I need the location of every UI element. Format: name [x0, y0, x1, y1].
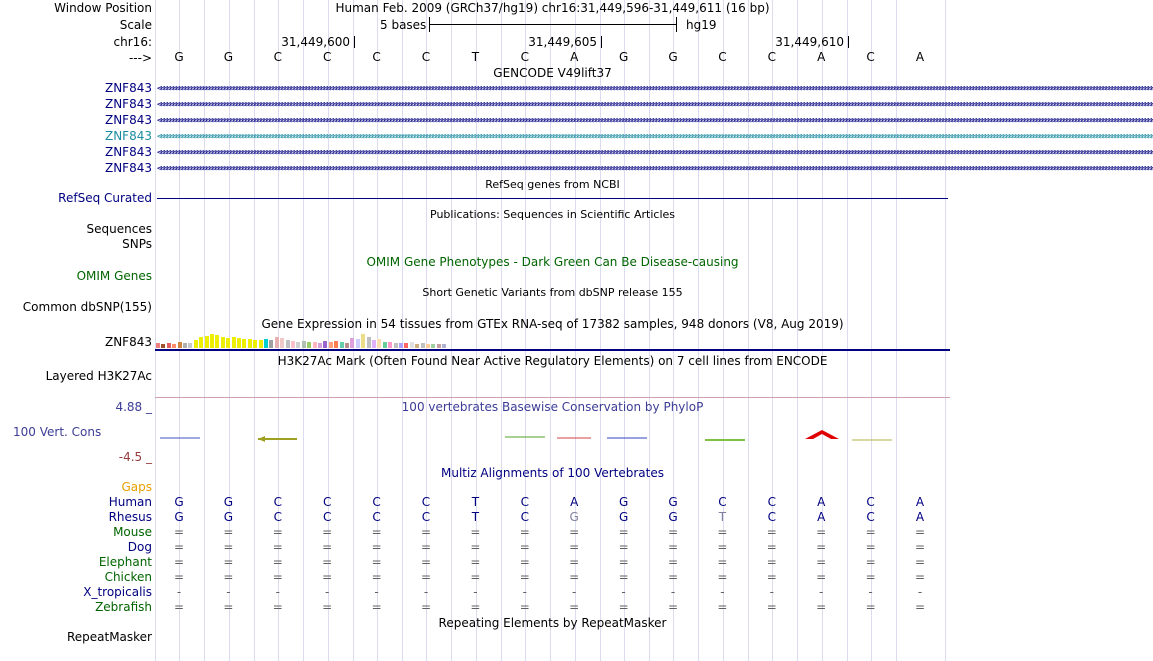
alignment-base: =	[223, 600, 234, 614]
scale-value: 5 bases	[380, 18, 427, 32]
alignment-base: =	[272, 555, 283, 569]
alignment-base: =	[816, 570, 827, 584]
alignment-base: G	[174, 495, 184, 509]
scale-label: Scale	[119, 18, 152, 32]
alignment-base: A	[570, 495, 579, 509]
alignment-base: =	[420, 525, 432, 539]
alignment-base: C	[718, 495, 727, 509]
refseq-gene-line[interactable]	[157, 198, 948, 199]
h3k27ac-divider	[155, 397, 950, 398]
alignment-base: C	[273, 495, 282, 509]
gtex-bar[interactable]	[188, 343, 192, 348]
alignment-base: =	[569, 525, 580, 539]
gtex-bar[interactable]	[183, 343, 187, 348]
alignment-base: =	[816, 525, 827, 539]
base: G	[618, 50, 629, 64]
tick-label: 31,449,610	[775, 35, 844, 49]
alignment-base: -	[572, 585, 577, 599]
gtex-bar[interactable]	[221, 337, 225, 348]
gtex-bar[interactable]	[226, 338, 230, 348]
gtex-track-title[interactable]: Gene Expression in 54 tissues from GTEx RNA-seq of 17382 samples, 948 donors (V8, Aug 2019)	[261, 317, 844, 331]
alignment-base: =	[420, 555, 432, 569]
alignment-base: =	[470, 525, 481, 539]
alignment-base: =	[272, 540, 283, 554]
alignment-base: T	[471, 495, 480, 509]
alignment-base: =	[223, 570, 234, 584]
dbsnp-track-title[interactable]: Short Genetic Variants from dbSNP release 155	[422, 286, 683, 299]
alignment-base: =	[569, 600, 580, 614]
alignment-base: =	[420, 570, 432, 584]
alignment-base: =	[914, 570, 926, 584]
gtex-bar[interactable]	[334, 341, 338, 348]
publications-track-title[interactable]: Publications: Sequences in Scientific Articles	[430, 208, 675, 221]
gtex-bar[interactable]	[404, 343, 408, 348]
cons-min-label: -4.5 _	[118, 450, 152, 464]
gtex-bar[interactable]	[307, 342, 311, 348]
cons-graph[interactable]	[155, 425, 950, 449]
alignment-base: C	[421, 495, 431, 509]
gtex-bar[interactable]	[383, 342, 387, 348]
gtex-bar[interactable]	[410, 342, 414, 348]
gencode-gene-label[interactable]: ZNF843	[104, 113, 152, 127]
gtex-bar[interactable]	[242, 339, 246, 348]
alignment-base: =	[816, 600, 827, 614]
alignment-base: C	[322, 495, 332, 509]
gtex-bar[interactable]	[323, 341, 327, 348]
repeatmasker-track-title[interactable]: Repeating Elements by RepeatMasker	[438, 616, 667, 630]
gtex-bar[interactable]	[172, 344, 176, 348]
alignment-base: =	[322, 540, 333, 554]
base: G	[174, 50, 184, 64]
base: T	[471, 50, 480, 64]
alignment-base: C	[372, 495, 381, 509]
alignment-base: =	[816, 555, 827, 569]
gtex-bar[interactable]	[372, 340, 376, 348]
alignment-base: C	[520, 510, 529, 524]
alignment-base: =	[667, 540, 679, 554]
alignment-base: =	[272, 570, 283, 584]
alignment-base: =	[322, 570, 333, 584]
base: C	[767, 50, 776, 64]
omim-track-title[interactable]: OMIM Gene Phenotypes - Dark Green Can Be Disease-causing	[366, 255, 739, 269]
alignment-base: G	[223, 495, 234, 509]
scale-bar	[429, 17, 677, 32]
gtex-bar[interactable]	[248, 339, 252, 348]
gtex-bar[interactable]	[280, 338, 284, 348]
alignment-base: -	[769, 585, 774, 599]
alignment-base: -	[473, 585, 478, 599]
alignment-base: C	[767, 510, 776, 524]
alignment-base: G	[569, 510, 579, 524]
alignment-base: =	[519, 525, 530, 539]
alignment-base: A	[915, 510, 925, 524]
alignment-base: =	[173, 540, 185, 554]
alignment-base: =	[667, 525, 679, 539]
gtex-bar[interactable]	[431, 344, 435, 348]
alignment-base: -	[176, 585, 182, 599]
alignment-base: G	[668, 510, 678, 524]
alignment-base: =	[173, 600, 185, 614]
gencode-gene-line[interactable]: <<<<<<<<<<<<<<<<<<<<<<<<<<<<<<<<<<<<<<<<<<<<<<<<<<<<<<<<<<<<<<<<<<<<<<<<<<<<<<<<<<<<<<<<<<<<<<<<<<<<<<<<<<<<<<<<<<<<<<<<<<<<<<<<<<<<<<<<<<<<<<<<<<<<<<<<<<<<<<<<<<<<<<<<<<<<<<<<<<<<<<<<<<<<<<<<<<<<<<<<<<<<<<<<<<<<<<<<<<<<<<<<<<<<<<<<<<<<<<<<<<<<<<<<<<<<<<<<<<<<<<<<<<<<<<<<<<<<<<<<<<<<<<<<<<<<<<<<<<<<<<<<<<<<<<<<<<<<<<<<<<<<<<<<<<	[157, 164, 1153, 174]
tick-mark	[354, 36, 355, 48]
gtex-bar[interactable]	[356, 339, 360, 348]
tick-label: 31,449,600	[281, 35, 350, 49]
refseq-label[interactable]: RefSeq Curated	[58, 191, 152, 205]
alignment-base: =	[618, 540, 629, 554]
gtex-bar[interactable]	[286, 340, 290, 348]
gtex-bar[interactable]	[194, 340, 198, 348]
cons-peak	[805, 430, 839, 439]
gtex-bar[interactable]	[426, 344, 430, 348]
alignment-base: =	[519, 600, 530, 614]
gencode-gene-line[interactable]: <<<<<<<<<<<<<<<<<<<<<<<<<<<<<<<<<<<<<<<<<<<<<<<<<<<<<<<<<<<<<<<<<<<<<<<<<<<<<<<<<<<<<<<<<<<<<<<<<<<<<<<<<<<<<<<<<<<<<<<<<<<<<<<<<<<<<<<<<<<<<<<<<<<<<<<<<<<<<<<<<<<<<<<<<<<<<<<<<<<<<<<<<<<<<<<<<<<<<<<<<<<<<<<<<<<<<<<<<<<<<<<<<<<<<<<<<<<<<<<<<<<<<<<<<<<<<<<<<<<<<<<<<<<<<<<<<<<<<<<<<<<<<<<<<<<<<<<<<<<<<<<<<<<<<<<<<<<<<<<<<<<<<<<<<<	[157, 148, 1153, 158]
alignment-base: =	[717, 525, 728, 539]
species-label[interactable]: Chicken	[104, 570, 152, 584]
gtex-gene-line	[155, 349, 950, 351]
alignment-base: =	[420, 600, 432, 614]
species-label[interactable]: Rhesus	[108, 510, 152, 524]
gencode-gene-label[interactable]: ZNF843	[104, 81, 152, 95]
sequences-label[interactable]: Sequences	[86, 222, 152, 236]
base: G	[223, 50, 234, 64]
gtex-bar[interactable]	[318, 343, 322, 348]
alignment-base: =	[618, 555, 629, 569]
gaps-label[interactable]: Gaps	[121, 480, 152, 494]
alignment-base: -	[325, 585, 330, 599]
alignment-base: =	[766, 600, 777, 614]
alignment-base: =	[717, 555, 728, 569]
base: C	[866, 50, 875, 64]
gtex-bar[interactable]	[264, 339, 268, 348]
species-label[interactable]: Dog	[127, 540, 152, 554]
gtex-bar[interactable]	[237, 338, 241, 348]
gtex-bar[interactable]	[167, 343, 171, 348]
gtex-bar[interactable]	[205, 336, 209, 348]
alignment-base: =	[865, 570, 876, 584]
gtex-gene-label[interactable]: ZNF843	[104, 335, 152, 349]
alignment-base: -	[720, 585, 725, 599]
alignment-base: =	[173, 555, 185, 569]
alignment-base: =	[865, 525, 876, 539]
species-label[interactable]: Elephant	[98, 555, 152, 569]
alignment-base: -	[621, 585, 626, 599]
base: C	[421, 50, 431, 64]
alignment-base: =	[272, 600, 283, 614]
gtex-bar[interactable]	[388, 342, 392, 348]
alignment-base: -	[275, 585, 280, 599]
repeatmasker-label[interactable]: RepeatMasker	[66, 630, 152, 644]
gtex-bar[interactable]	[361, 334, 365, 348]
alignment-base: =	[470, 555, 481, 569]
alignment-base: =	[223, 540, 234, 554]
gtex-bar[interactable]	[269, 340, 273, 348]
alignment-base: =	[322, 555, 333, 569]
gtex-bar[interactable]	[437, 344, 441, 348]
strand-label: --->	[128, 51, 152, 65]
alignment-base: G	[618, 510, 629, 524]
cons-segment	[258, 436, 265, 442]
alignment-base: =	[569, 540, 580, 554]
alignment-base: -	[522, 585, 527, 599]
alignment-base: =	[173, 570, 185, 584]
alignment-base: =	[914, 555, 926, 569]
alignment-base: =	[667, 555, 679, 569]
base: C	[273, 50, 282, 64]
window-position-value: Human Feb. 2009 (GRCh37/hg19) chr16:31,449,596-31,449,611 (16 bp)	[335, 1, 770, 15]
base: C	[322, 50, 332, 64]
gencode-gene-line[interactable]: <<<<<<<<<<<<<<<<<<<<<<<<<<<<<<<<<<<<<<<<<<<<<<<<<<<<<<<<<<<<<<<<<<<<<<<<<<<<<<<<<<<<<<<<<<<<<<<<<<<<<<<<<<<<<<<<<<<<<<<<<<<<<<<<<<<<<<<<<<<<<<<<<<<<<<<<<<<<<<<<<<<<<<<<<<<<<<<<<<<<<<<<<<<<<<<<<<<<<<<<<<<<<<<<<<<<<<<<<<<<<<<<<<<<<<<<<<<<<<<<<<<<<<<<<<<<<<<<<<<<<<<<<<<<<<<<<<<<<<<<<<<<<<<<<<<<<<<<<<<<<<<<<<<<<<<<<<<<<<<<<<<<<<<<<<	[157, 116, 1153, 126]
alignment-base: =	[569, 555, 580, 569]
alignment-base: =	[766, 555, 777, 569]
alignment-base: G	[668, 495, 678, 509]
base: G	[668, 50, 678, 64]
gtex-bar[interactable]	[253, 340, 257, 348]
alignment-base: =	[420, 540, 432, 554]
alignment-base: =	[914, 600, 926, 614]
alignment-base: =	[223, 555, 234, 569]
alignment-base: -	[819, 585, 824, 599]
alignment-base: =	[717, 600, 728, 614]
species-label[interactable]: Mouse	[113, 525, 152, 539]
alignment-base: =	[914, 540, 926, 554]
alignment-base: C	[767, 495, 776, 509]
base: A	[817, 50, 826, 64]
multiz-track-title[interactable]: Multiz Alignments of 100 Vertebrates	[440, 466, 665, 480]
gtex-bar[interactable]	[442, 344, 446, 348]
alignment-base: =	[223, 525, 234, 539]
gtex-bar[interactable]	[275, 337, 279, 348]
alignment-base: -	[423, 585, 429, 599]
gtex-bar[interactable]	[377, 339, 381, 348]
alignment-base: -	[226, 585, 231, 599]
species-label[interactable]: Zebrafish	[95, 600, 152, 614]
gtex-bar[interactable]	[421, 343, 425, 348]
gtex-bar[interactable]	[296, 342, 300, 348]
species-label[interactable]: Human	[108, 495, 152, 509]
gtex-bar[interactable]	[291, 341, 295, 348]
alignment-base: =	[618, 600, 629, 614]
gencode-gene-line[interactable]: <<<<<<<<<<<<<<<<<<<<<<<<<<<<<<<<<<<<<<<<<<<<<<<<<<<<<<<<<<<<<<<<<<<<<<<<<<<<<<<<<<<<<<<<<<<<<<<<<<<<<<<<<<<<<<<<<<<<<<<<<<<<<<<<<<<<<<<<<<<<<<<<<<<<<<<<<<<<<<<<<<<<<<<<<<<<<<<<<<<<<<<<<<<<<<<<<<<<<<<<<<<<<<<<<<<<<<<<<<<<<<<<<<<<<<<<<<<<<<<<<<<<<<<<<<<<<<<<<<<<<<<<<<<<<<<<<<<<<<<<<<<<<<<<<<<<<<<<<<<<<<<<<<<<<<<<<<<<<<<<<<<<<<<<<<	[157, 84, 1153, 94]
gtex-bar[interactable]	[215, 335, 219, 348]
alignment-base: =	[865, 540, 876, 554]
alignment-base: =	[519, 555, 530, 569]
h3k27ac-label[interactable]: Layered H3K27Ac	[45, 369, 152, 383]
gtex-bar[interactable]	[399, 343, 403, 348]
alignment-base: =	[618, 525, 629, 539]
alignment-base: C	[520, 495, 529, 509]
refseq-track-title[interactable]: RefSeq genes from NCBI	[485, 178, 620, 191]
gtex-bar[interactable]	[329, 342, 333, 348]
alignment-base: G	[618, 495, 629, 509]
gtex-bar[interactable]	[367, 337, 371, 348]
gencode-gene-label[interactable]: ZNF843	[104, 145, 152, 159]
cons-label[interactable]: 100 Vert. Cons	[13, 425, 102, 439]
alignment-base: =	[470, 540, 481, 554]
alignment-base: =	[766, 540, 777, 554]
alignment-base: =	[322, 600, 333, 614]
alignment-base: =	[914, 525, 926, 539]
gencode-gene-line[interactable]: <<<<<<<<<<<<<<<<<<<<<<<<<<<<<<<<<<<<<<<<<<<<<<<<<<<<<<<<<<<<<<<<<<<<<<<<<<<<<<<<<<<<<<<<<<<<<<<<<<<<<<<<<<<<<<<<<<<<<<<<<<<<<<<<<<<<<<<<<<<<<<<<<<<<<<<<<<<<<<<<<<<<<<<<<<<<<<<<<<<<<<<<<<<<<<<<<<<<<<<<<<<<<<<<<<<<<<<<<<<<<<<<<<<<<<<<<<<<<<<<<<<<<<<<<<<<<<<<<<<<<<<<<<<<<<<<<<<<<<<<<<<<<<<<<<<<<<<<<<<<<<<<<<<<<<<<<<<<<<<<<<<<<<<<<<	[157, 132, 1153, 142]
alignment-base: -	[374, 585, 379, 599]
alignment-base: =	[322, 525, 333, 539]
alignment-base: C	[372, 510, 381, 524]
base: A	[915, 50, 925, 64]
alignment-base: T	[471, 510, 480, 524]
cons-max-label: 4.88 _	[115, 400, 152, 414]
gtex-bar[interactable]	[259, 340, 263, 348]
alignment-base: A	[817, 495, 826, 509]
alignment-base: =	[766, 525, 777, 539]
base: C	[520, 50, 529, 64]
gtex-bar[interactable]	[161, 344, 165, 348]
alignment-base: =	[371, 555, 382, 569]
alignment-base: =	[519, 540, 530, 554]
alignment-base: =	[569, 570, 580, 584]
gtex-bar[interactable]	[350, 338, 354, 348]
omim-label[interactable]: OMIM Genes	[76, 269, 152, 283]
alignment-base: =	[371, 570, 382, 584]
gtex-bar[interactable]	[178, 342, 182, 348]
base: C	[372, 50, 381, 64]
alignment-base: =	[618, 570, 629, 584]
gtex-bar[interactable]	[340, 342, 344, 348]
species-label[interactable]: X_tropicalis	[83, 585, 152, 599]
alignment-base: G	[174, 510, 184, 524]
h3k27ac-track-title[interactable]: H3K27Ac Mark (Often Found Near Active Regulatory Elements) on 7 cell lines from ENCODE	[277, 354, 828, 368]
alignment-base: =	[766, 570, 777, 584]
base: A	[570, 50, 579, 64]
alignment-base: =	[667, 570, 679, 584]
alignment-base: C	[273, 510, 282, 524]
alignment-base: =	[470, 600, 481, 614]
alignment-base: C	[322, 510, 332, 524]
alignment-base: -	[670, 585, 676, 599]
base: C	[718, 50, 727, 64]
alignment-base: C	[866, 510, 875, 524]
gtex-bar[interactable]	[415, 344, 419, 348]
gencode-track-title[interactable]: GENCODE V49lift37	[493, 66, 612, 80]
gtex-bar[interactable]	[313, 342, 317, 348]
alignment-base: =	[371, 540, 382, 554]
gencode-gene-label[interactable]: ZNF843	[104, 129, 152, 143]
gtex-bar[interactable]	[232, 337, 236, 348]
gencode-gene-line[interactable]: <<<<<<<<<<<<<<<<<<<<<<<<<<<<<<<<<<<<<<<<<<<<<<<<<<<<<<<<<<<<<<<<<<<<<<<<<<<<<<<<<<<<<<<<<<<<<<<<<<<<<<<<<<<<<<<<<<<<<<<<<<<<<<<<<<<<<<<<<<<<<<<<<<<<<<<<<<<<<<<<<<<<<<<<<<<<<<<<<<<<<<<<<<<<<<<<<<<<<<<<<<<<<<<<<<<<<<<<<<<<<<<<<<<<<<<<<<<<<<<<<<<<<<<<<<<<<<<<<<<<<<<<<<<<<<<<<<<<<<<<<<<<<<<<<<<<<<<<<<<<<<<<<<<<<<<<<<<<<<<<<<<<<<<<<<	[157, 100, 1153, 110]
alignment-base: -	[917, 585, 923, 599]
tick-mark	[601, 36, 602, 48]
dbsnp-label[interactable]: Common dbSNP(155)	[22, 300, 152, 314]
tick-label: 31,449,605	[528, 35, 597, 49]
alignment-base: =	[371, 525, 382, 539]
alignment-base: -	[868, 585, 873, 599]
gtex-bar[interactable]	[199, 337, 203, 348]
alignment-base: =	[519, 570, 530, 584]
window-position-label: Window Position	[54, 1, 152, 15]
alignment-base: =	[371, 600, 382, 614]
alignment-base: =	[717, 540, 728, 554]
alignment-base: =	[865, 555, 876, 569]
alignment-base: C	[866, 495, 875, 509]
alignment-base: G	[223, 510, 234, 524]
alignment-base: =	[272, 525, 283, 539]
alignment-base: =	[173, 525, 185, 539]
gtex-bar[interactable]	[394, 343, 398, 348]
alignment-base: C	[421, 510, 431, 524]
alignment-base: =	[865, 600, 876, 614]
alignment-base: =	[816, 540, 827, 554]
alignment-base: A	[817, 510, 826, 524]
tick-mark	[848, 36, 849, 48]
alignment-base: T	[718, 510, 727, 524]
scale-assembly: hg19	[686, 18, 717, 32]
gencode-gene-label[interactable]: ZNF843	[104, 97, 152, 111]
gtex-bar[interactable]	[210, 334, 214, 348]
gencode-gene-label[interactable]: ZNF843	[104, 161, 152, 175]
alignment-base: A	[915, 495, 925, 509]
cons-track-title[interactable]: 100 vertebrates Basewise Conservation by PhyloP	[401, 400, 704, 414]
alignment-base: =	[470, 570, 481, 584]
alignment-base: =	[717, 570, 728, 584]
snps-label[interactable]: SNPs	[122, 237, 152, 251]
gtex-bar[interactable]	[156, 343, 160, 348]
gtex-bar[interactable]	[345, 343, 349, 348]
gtex-bar[interactable]	[302, 341, 306, 348]
alignment-base: =	[667, 600, 679, 614]
chrom-label: chr16:	[113, 35, 152, 49]
